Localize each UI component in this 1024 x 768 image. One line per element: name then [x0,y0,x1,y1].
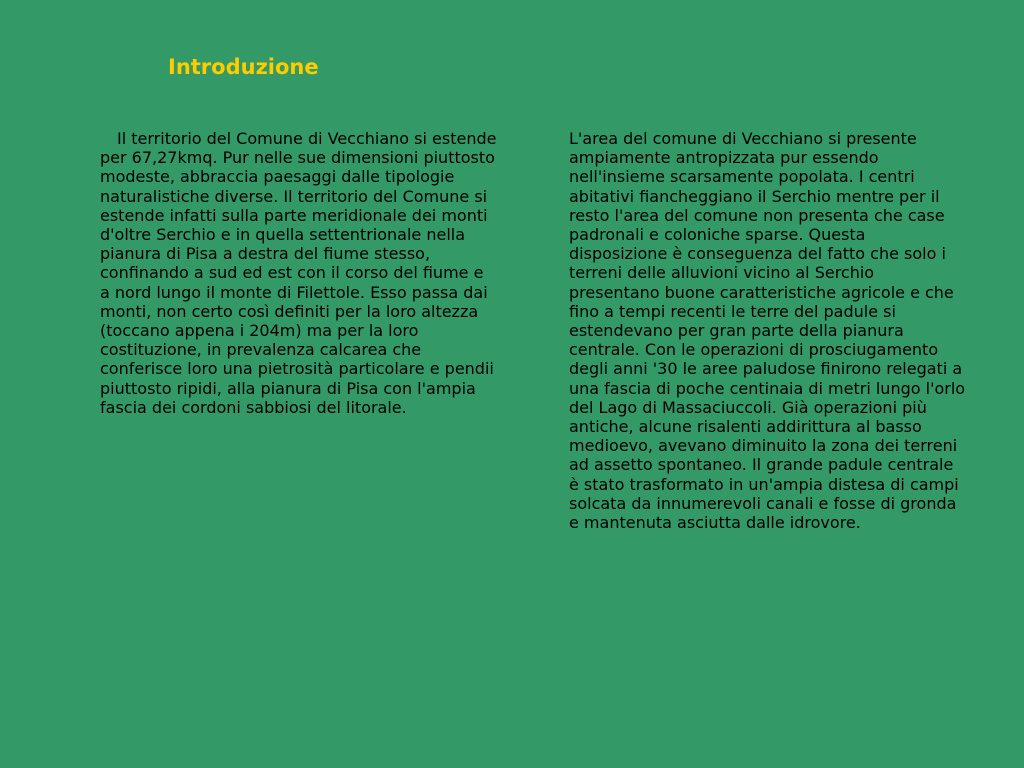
left-paragraph: Il territorio del Comune di Vecchiano si estende per 67,27kmq. Pur nelle sue dimensioni piuttosto modeste, abbraccia paesaggi dalle tipologie naturalistiche diverse. Il territorio del Comune si estende infatti sulla parte meridionale dei monti d'oltre Serchio e in quella settentrionale nella pianura di Pisa a destra del fiume stesso, confinando a sud ed est con il corso del fiume e a nord lungo il monte di Filettole. Esso passa dai monti, non certo così definiti per la loro altezza (toccano appena i 204m) ma per la loro costituzione, in prevalenza calcarea che conferisce loro una pietrosità particolare e pendii piuttosto ripidi, alla pianura di Pisa con l'ampia fascia dei cordoni sabbiosi del litorale. [100,129,497,417]
right-text-column [569,129,967,532]
right-paragraph: L'area del comune di Vecchiano si presente ampiamente antropizzata pur essendo nell'insieme scarsamente popolata. I centri abitativi fiancheggiano il Serchio mentre per il resto l'area del comune non presenta che case padronali e coloniche sparse. Questa disposizione è conseguenza del fatto che solo i terreni delle alluvioni vicino al Serchio presentano buone caratteristiche agricole e che fino a tempi recenti le terre del padule si estendevano per gran parte della pianura centrale. Con le operazioni di prosciugamento degli anni '30 le aree paludose finirono relegati a una fascia di poche centinaia di metri lungo l'orlo del Lago di Massaciuccoli. Già operazioni più antiche, alcune risalenti addirittura al basso medioevo, avevano diminuito la zona dei terreni ad assetto spontaneo. Il grande padule centrale è stato trasformato in un'ampia distesa di campi solcata da innumerevoli canali e fosse di gronda e mantenuta asciutta dalle idrovore. [569,129,966,533]
slide-title: Introduzione [168,55,319,79]
left-text-column [100,129,498,417]
